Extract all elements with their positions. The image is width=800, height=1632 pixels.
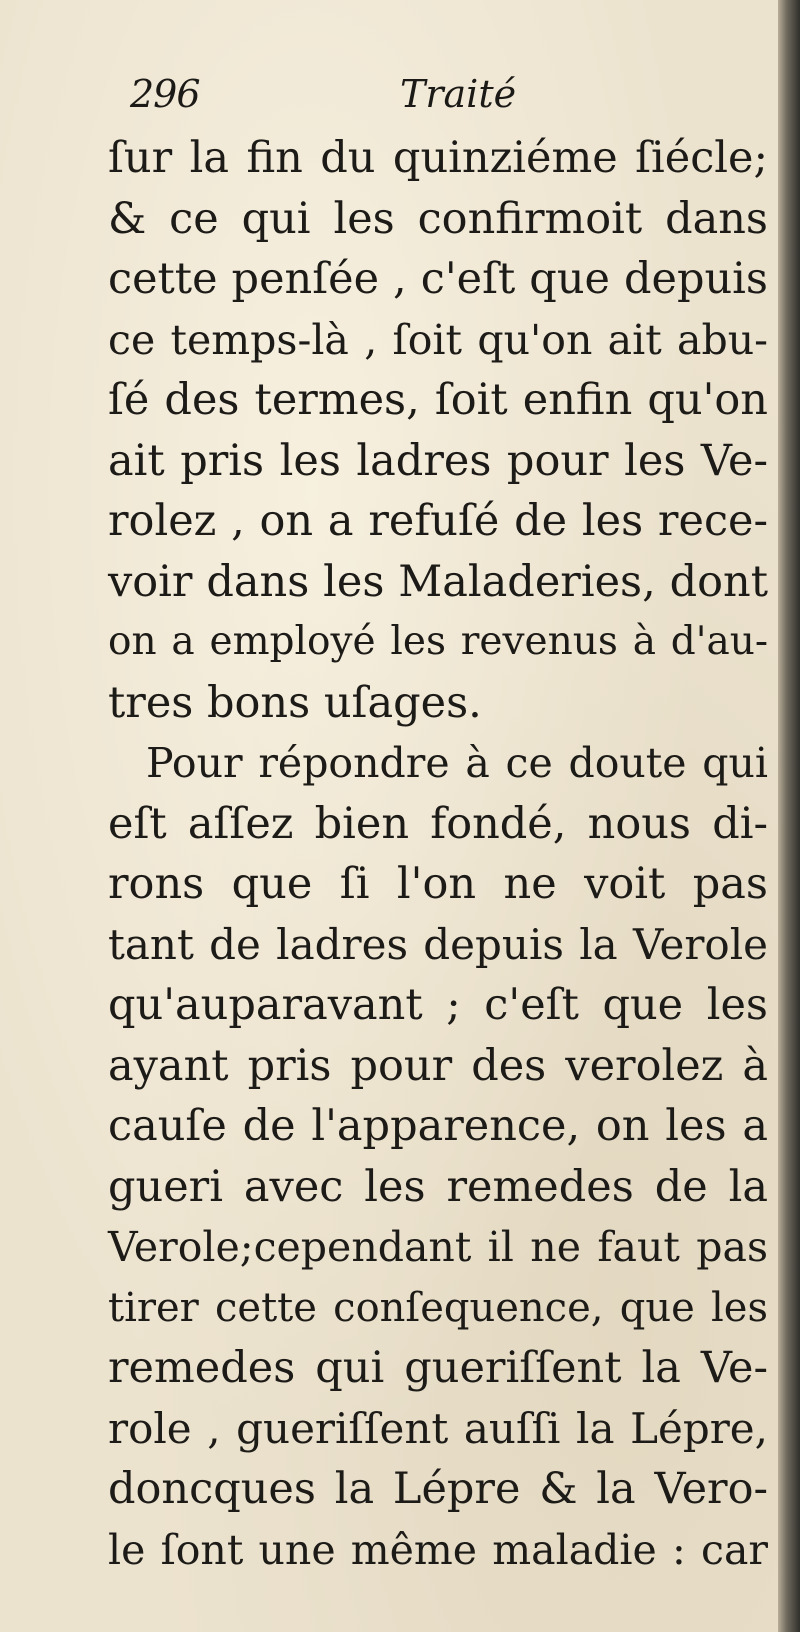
page-header <box>130 72 590 132</box>
text-line: voir dans les Maladeries, dont <box>108 556 768 607</box>
text-line: ait pris les ladres pour les Ve- <box>108 435 768 486</box>
book-gutter-shadow <box>778 0 800 1632</box>
text-line: tres bons uſages. <box>108 677 482 728</box>
text-line: role , gueriſſent auſſi la Lépre, <box>108 1403 768 1453</box>
running-title: Traité <box>400 72 517 116</box>
text-line: qu'auparavant ; c'eſt que les <box>108 980 768 1030</box>
text-line: ſur la fin du quinziéme ſiécle; <box>108 133 768 183</box>
text-line: le ſont une même maladie : car <box>108 1525 768 1574</box>
text-line: ce temps-là , ſoit qu'on ait abu- <box>108 315 768 364</box>
text-line: Verole;cependant il ne faut pas <box>108 1223 768 1271</box>
paragraph-start-line: Pour répondre à ce doute qui <box>146 739 768 787</box>
text-line: cauſe de l'apparence, on les a <box>108 1101 768 1151</box>
text-line: eſt aſſez bien fondé, nous di- <box>108 798 768 849</box>
text-line: cette penſée , c'eſt que depuis <box>108 254 768 304</box>
page-number: 296 <box>130 72 200 116</box>
text-line: ſé des termes, ſoit enfin qu'on <box>108 375 768 425</box>
text-line: ayant pris pour des verolez à <box>108 1040 768 1091</box>
text-line: on a employé les revenus à d'au- <box>108 619 768 664</box>
text-line: rolez , on a refuſé de les rece- <box>108 496 768 546</box>
text-line: rons que ſi l'on ne voit pas <box>108 859 768 909</box>
text-line: tirer cette conſequence, que les <box>108 1284 768 1331</box>
body-text <box>108 128 768 1580</box>
text-line: doncques la Lépre & la Vero- <box>108 1464 768 1514</box>
text-line: tant de ladres depuis la Verole <box>108 919 768 969</box>
text-line: gueri avec les remedes de la <box>108 1161 768 1212</box>
text-line: remedes qui gueriſſent la Ve- <box>108 1343 768 1393</box>
text-line: & ce qui les confirmoit dans <box>108 193 768 244</box>
